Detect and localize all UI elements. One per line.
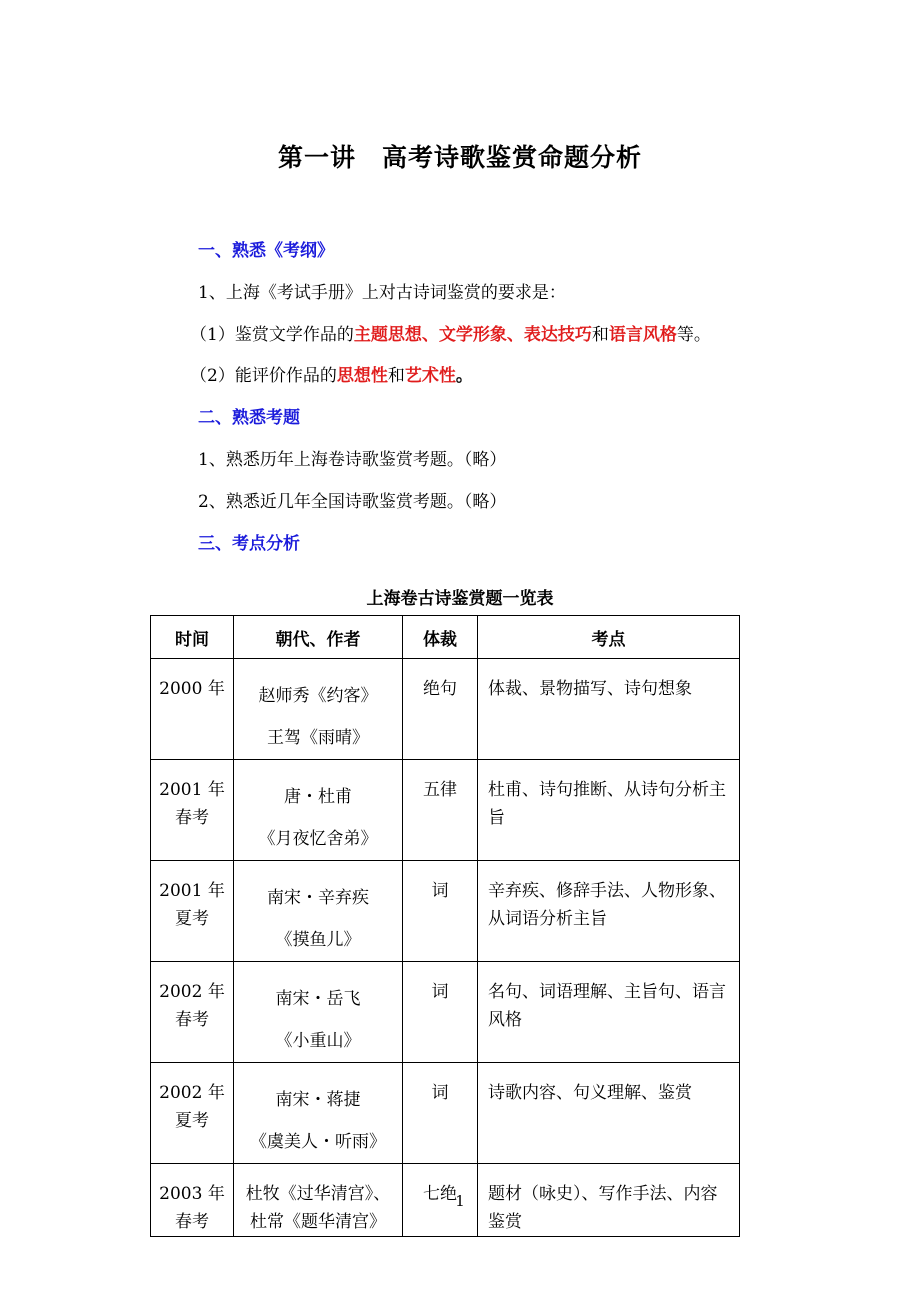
test-points-text: 诗歌内容、句义理解、鉴赏	[488, 1083, 692, 1103]
cell-author	[234, 659, 403, 760]
requirement-item-1	[190, 320, 711, 345]
keyword-ideology: 思想性	[336, 366, 388, 386]
genre-text: 词	[431, 1083, 449, 1103]
table-row	[151, 861, 740, 962]
genre-text: 词	[431, 881, 449, 901]
requirement-2-prefix: （2）能评价作品的	[190, 366, 337, 386]
author-line-1: 南宋・岳飞	[275, 989, 361, 1009]
time-session: 春考	[175, 1212, 209, 1232]
cell-test-points	[478, 659, 740, 760]
author-line-2: 《小重山》	[275, 1031, 361, 1051]
author-line-2: 《虞美人・听雨》	[250, 1132, 386, 1152]
cell-author	[234, 962, 403, 1063]
author-line-2: 王驾《雨晴》	[267, 728, 369, 748]
header-genre: 体裁	[403, 616, 478, 659]
requirement-2-suffix: 。	[455, 366, 473, 386]
table-row	[151, 760, 740, 861]
test-points-text: 辛弃疾、修辞手法、人物形象、从词语分析主旨	[488, 881, 726, 929]
time-year: 2002 年	[159, 1083, 225, 1103]
keyword-theme: 主题思想	[353, 325, 422, 345]
conjunction: 和	[591, 325, 609, 345]
time-year: 2001 年	[159, 780, 225, 800]
requirement-1-suffix: 等。	[676, 325, 711, 345]
page-number: 1	[455, 1192, 465, 1210]
author-line-2: 杜常《题华清宫》	[250, 1212, 386, 1232]
cell-author	[234, 760, 403, 861]
keyword-language-style: 语言风格	[608, 325, 677, 345]
genre-text: 词	[431, 982, 449, 1002]
section-heading-analysis: 三、考点分析	[198, 534, 300, 554]
keyword-artistry: 艺术性	[404, 366, 456, 386]
genre-text: 五律	[423, 780, 457, 800]
test-points-text: 体裁、景物描写、诗句想象	[488, 679, 692, 699]
time-session: 夏考	[175, 1111, 209, 1131]
time-year: 2000 年	[159, 679, 225, 699]
table-row	[151, 1063, 740, 1164]
table-caption: 上海卷古诗鉴赏题一览表	[366, 589, 554, 609]
cell-genre	[403, 1063, 478, 1164]
cell-genre	[403, 962, 478, 1063]
header-dynasty-author: 朝代、作者	[234, 616, 403, 659]
author-line-1: 杜牧《过华清宫》、	[245, 1184, 391, 1204]
time-session: 春考	[175, 808, 209, 828]
table-header-row	[151, 616, 740, 659]
shanghai-questions-line: 1、熟悉历年上海卷诗歌鉴赏考题。（略）	[198, 450, 507, 470]
author-line-1: 唐・杜甫	[284, 787, 352, 807]
keyword-literary-image: 文学形象	[438, 325, 507, 345]
section-heading-exam-questions: 二、熟悉考题	[198, 408, 300, 428]
handbook-requirement-intro: 1、上海《考试手册》上对古诗词鉴赏的要求是：	[198, 283, 566, 303]
genre-text: 七绝	[423, 1184, 457, 1204]
time-session: 春考	[175, 1010, 209, 1030]
time-year: 2003 年	[159, 1184, 225, 1204]
cell-author	[234, 861, 403, 962]
table-row	[151, 962, 740, 1063]
national-questions-line: 2、熟悉近几年全国诗歌鉴赏考题。（略）	[198, 492, 507, 512]
cell-author	[234, 1063, 403, 1164]
cell-test-points	[478, 962, 740, 1063]
cell-test-points	[478, 1063, 740, 1164]
section-heading-syllabus: 一、熟悉《考纲》	[198, 241, 334, 261]
cell-time	[151, 861, 234, 962]
time-session: 夏考	[175, 909, 209, 929]
exam-table	[150, 615, 740, 1237]
header-time: 时间	[151, 616, 234, 659]
header-test-points: 考点	[478, 616, 740, 659]
cell-time	[151, 1063, 234, 1164]
author-line-1: 赵师秀《约客》	[258, 686, 378, 706]
author-line-2: 《月夜忆舍弟》	[258, 829, 378, 849]
author-line-2: 《摸鱼儿》	[275, 930, 361, 950]
cell-genre	[403, 861, 478, 962]
test-points-text: 名句、词语理解、主旨句、语言风格	[488, 982, 726, 1030]
cell-time	[151, 760, 234, 861]
cell-genre	[403, 760, 478, 861]
time-year: 2001 年	[159, 881, 225, 901]
cell-test-points	[478, 861, 740, 962]
table-row	[151, 659, 740, 760]
cell-time	[151, 659, 234, 760]
time-year: 2002 年	[159, 982, 225, 1002]
keyword-separator: 、	[421, 325, 439, 345]
cell-test-points	[478, 760, 740, 861]
author-line-1: 南宋・辛弃疾	[267, 888, 369, 908]
cell-genre	[403, 659, 478, 760]
author-line-1: 南宋・蒋捷	[275, 1090, 361, 1110]
test-points-text: 杜甫、诗句推断、从诗句分析主旨	[488, 780, 726, 828]
keyword-technique: 表达技巧	[523, 325, 592, 345]
genre-text: 绝句	[423, 679, 457, 699]
keyword-separator: 、	[506, 325, 524, 345]
conjunction: 和	[387, 366, 405, 386]
requirement-1-prefix: （1）鉴赏文学作品的	[190, 325, 354, 345]
test-points-text: 题材（咏史）、写作手法、内容鉴赏	[488, 1184, 718, 1232]
page-title: 第一讲 高考诗歌鉴赏命题分析	[277, 143, 642, 172]
cell-time	[151, 962, 234, 1063]
requirement-item-2	[190, 361, 473, 386]
